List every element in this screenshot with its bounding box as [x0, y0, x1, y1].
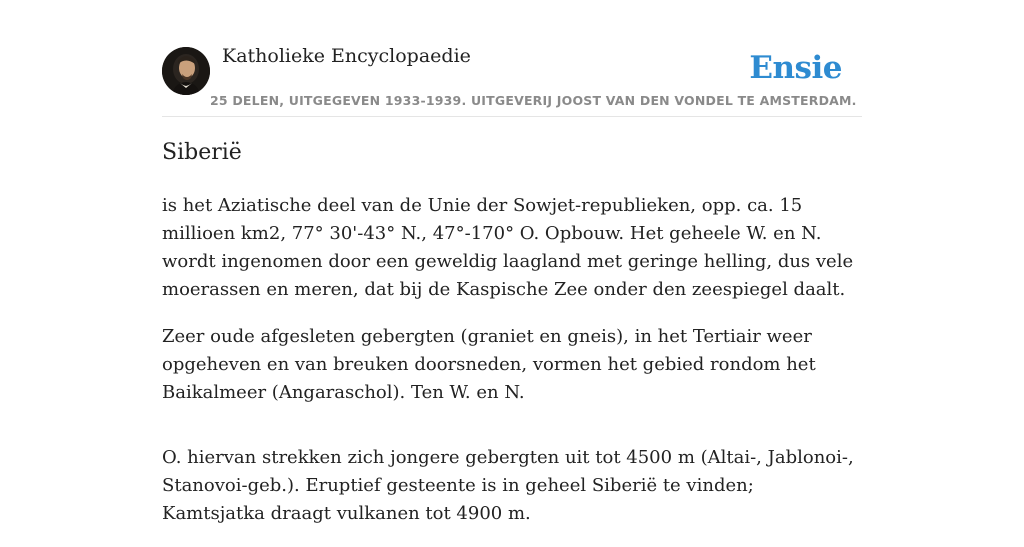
article-title: Siberië — [162, 140, 242, 165]
portrait-icon — [162, 47, 210, 95]
ensie-logo[interactable]: Ensie — [749, 50, 842, 86]
portrait-avatar[interactable] — [162, 47, 210, 95]
article-paragraph: Zeer oude afgesleten gebergten (graniet en gneis), in het Tertiair weer opgeheven en van breuken doorsneden, vormen het gebied rondom het Baikalmeer (Angaraschol). Ten W. en N. — [162, 326, 816, 403]
page — [162, 0, 862, 524]
source-name[interactable]: Katholieke Encyclopaedie — [222, 45, 471, 67]
source-header — [162, 0, 862, 117]
source-subtitle: 25 DELEN, UITGEGEVEN 1933-1939. UITGEVERIJ JOOST VAN DEN VONDEL TE AMSTERDAM. — [210, 93, 857, 108]
article-paragraph: is het Aziatische deel van de Unie der Sowjet-republieken, opp. ca. 15 millioen km2, 77° 30'-43° N., 47°-170° O. Opbouw. Het geheele W. en N. wordt ingenomen door een geweldig laagland met geringe helling, dus vele moerassen en meren, dat bij de Kaspische Zee onder den zeespiegel daalt. — [162, 195, 854, 300]
article-paragraph: O. hiervan strekken zich jongere gebergten uit tot 4500 m (Altai-, Jablonoi-, Stanovoi-geb.). Eruptief gesteente is in geheel Siberië te vinden; Kamtsjatka draagt vulkanen tot 4900 m. — [162, 447, 854, 524]
article-body — [162, 192, 862, 547]
